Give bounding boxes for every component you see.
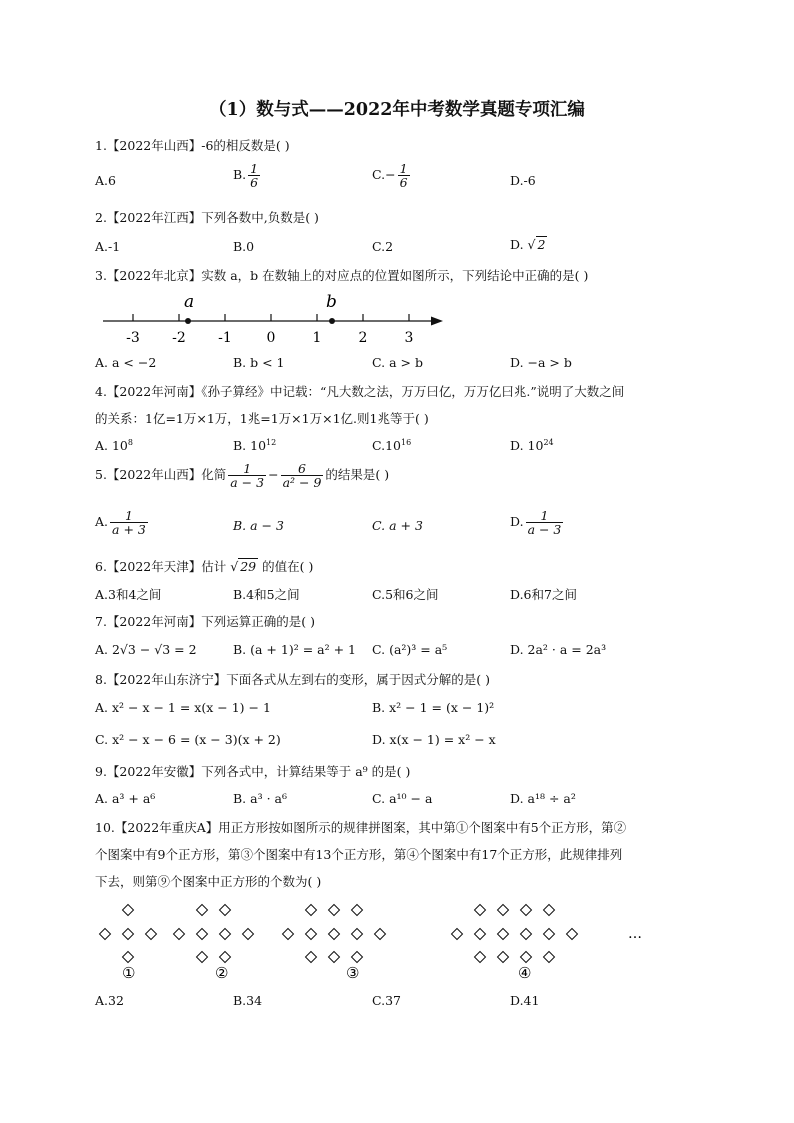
axis-tick-label: 2 xyxy=(358,330,368,346)
q7-option-d: D. 2a² · a = 2a³ xyxy=(510,642,607,657)
pattern-2-square xyxy=(220,929,231,940)
pattern-3-square xyxy=(352,929,363,940)
question-10-stem-line3: 下去，则第⑨个图案中正方形的个数为( ) xyxy=(95,874,322,889)
q1-option-c: C.− $\frac{1}{6}$ xyxy=(372,161,408,191)
pattern-3-square xyxy=(329,905,340,916)
q6-option-a: A.3和4之间 xyxy=(95,587,162,602)
pattern-4-square xyxy=(521,905,532,916)
pattern-3-square xyxy=(352,952,363,963)
q5-option-d: D. $\frac{1}{a - 3}$ xyxy=(510,508,562,538)
question-1-stem: 1.【2022年山西】-6的相反数是( ) xyxy=(95,138,290,153)
question-2-stem: 2.【2022年江西】下列各数中,负数是( ) xyxy=(95,210,319,225)
q1-option-a: A.6 xyxy=(95,173,116,188)
pattern-1-square xyxy=(123,905,134,916)
pattern-2-square xyxy=(220,952,231,963)
question-9-stem: 9.【2022年安徽】下列各式中，计算结果等于 a⁹ 的是( ) xyxy=(95,764,411,779)
q5-option-c: C. a + 3 xyxy=(372,518,423,533)
axis-tick-label: -3 xyxy=(126,330,140,346)
pattern-2-label: ② xyxy=(215,964,229,982)
pattern-2-square xyxy=(174,929,185,940)
axis-tick-label: 1 xyxy=(312,330,322,346)
pattern-4-square xyxy=(521,952,532,963)
pattern-4-square xyxy=(452,929,463,940)
axis-tick-label: 3 xyxy=(404,330,414,346)
q9-option-a: A. a³ + a⁶ xyxy=(95,791,156,806)
q7-option-b: B. (a + 1)² = a² + 1 xyxy=(233,642,356,657)
axis-tick-label: -1 xyxy=(218,330,232,346)
q3-option-c: C. a > b xyxy=(372,355,423,370)
pattern-1-square xyxy=(123,952,134,963)
q4-option-b: B. $10^{12}$ xyxy=(233,438,277,454)
pattern-ellipsis: … xyxy=(628,926,642,942)
pattern-3-square xyxy=(352,905,363,916)
q7-option-c: C. (a²)³ = a⁵ xyxy=(372,642,448,657)
axis-tick-label: 0 xyxy=(266,330,276,346)
pattern-4-square xyxy=(498,905,509,916)
pattern-1-square xyxy=(100,929,111,940)
question-4-stem-line2: 的关系：1亿=1万×1万，1兆=1万×1万×1亿.则1兆等于( ) xyxy=(95,411,429,426)
question-7-stem: 7.【2022年河南】下列运算正确的是( ) xyxy=(95,614,315,629)
point-a xyxy=(185,318,191,324)
pattern-3-square xyxy=(306,905,317,916)
point-a-label: a xyxy=(184,292,195,312)
q1-option-d: D.-6 xyxy=(510,173,536,188)
q2-option-b: B.0 xyxy=(233,239,255,254)
number-line xyxy=(95,288,455,348)
q4-option-a: A. $10^8$ xyxy=(95,438,133,454)
q3-option-a: A. a < −2 xyxy=(95,355,157,370)
pattern-3-square xyxy=(306,929,317,940)
page-title: （1）数与式——2022年中考数学真题专项汇编 xyxy=(209,100,585,120)
q6-option-c: C.5和6之间 xyxy=(372,587,439,602)
pattern-3-square xyxy=(283,929,294,940)
q6-option-b: B.4和5之间 xyxy=(233,587,300,602)
point-b-label: b xyxy=(326,292,337,312)
q5-option-a: A. $\frac{1}{a + 3}$ xyxy=(95,508,146,538)
pattern-2-square xyxy=(197,905,208,916)
pattern-4-square xyxy=(544,905,555,916)
q1-option-b: B. $\frac{1}{6}$ xyxy=(233,161,259,191)
q2-option-d: D. √ 2 xyxy=(510,237,546,252)
pattern-3-square xyxy=(306,952,317,963)
q10-option-b: B.34 xyxy=(233,993,263,1008)
axis-tick-label: -2 xyxy=(172,330,186,346)
square-pattern-figure xyxy=(95,900,665,990)
pattern-2-square xyxy=(197,952,208,963)
q3-option-b: B. b < 1 xyxy=(233,355,285,370)
q8-option-a: A. x² − x − 1 = x(x − 1) − 1 xyxy=(95,700,271,715)
pattern-4-square xyxy=(475,952,486,963)
question-3-stem: 3.【2022年北京】实数 a，b 在数轴上的对应点的位置如图所示，下列结论中正确的是( ) xyxy=(95,268,589,283)
pattern-4-square xyxy=(498,929,509,940)
pattern-2-square xyxy=(243,929,254,940)
q8-option-c: C. x² − x − 6 = (x − 3)(x + 2) xyxy=(95,732,281,747)
pattern-3-square xyxy=(375,929,386,940)
pattern-2-square xyxy=(220,905,231,916)
pattern-4-square xyxy=(475,929,486,940)
q6-option-d: D.6和7之间 xyxy=(510,587,577,602)
pattern-4-square xyxy=(475,905,486,916)
q9-option-c: C. a¹⁰ − a xyxy=(372,791,433,806)
q4-option-c: $C.10^{16}$ xyxy=(372,438,412,454)
q8-option-b: B. x² − 1 = (x − 1)² xyxy=(372,700,495,715)
q9-option-b: B. a³ · a⁶ xyxy=(233,791,287,806)
pattern-1-square xyxy=(146,929,157,940)
q10-option-d: D.41 xyxy=(510,993,540,1008)
q7-option-a: A. 2√3 − √3 = 2 xyxy=(95,642,197,657)
q8-option-d: D. x(x − 1) = x² − x xyxy=(372,732,496,747)
point-b xyxy=(329,318,335,324)
pattern-4-square xyxy=(498,952,509,963)
q10-option-a: A.32 xyxy=(95,993,124,1008)
question-10-stem-line2: 个图案中有9个正方形，第③个图案中有13个正方形，第④个图案中有17个正方形，此规律排列 xyxy=(95,847,623,862)
pattern-1-label: ① xyxy=(122,964,136,982)
pattern-4-square xyxy=(544,952,555,963)
pattern-4-square xyxy=(521,929,532,940)
pattern-2-square xyxy=(197,929,208,940)
pattern-3-square xyxy=(329,952,340,963)
question-8-stem: 8.【2022年山东济宁】下面各式从左到右的变形，属于因式分解的是( ) xyxy=(95,672,490,687)
q9-option-d: D. a¹⁸ ÷ a² xyxy=(510,791,576,806)
question-10-stem-line1: 10.【2022年重庆A】用正方形按如图所示的规律拼图案，其中第①个图案中有5个正方形，第② xyxy=(95,820,627,835)
q4-option-d: D. $10^{24}$ xyxy=(510,438,554,454)
q2-option-a: A.-1 xyxy=(95,239,121,254)
pattern-4-square xyxy=(544,929,555,940)
q3-option-d: D. −a > b xyxy=(510,355,572,370)
q2-option-c: C.2 xyxy=(372,239,394,254)
pattern-1-square xyxy=(123,929,134,940)
pattern-4-label: ④ xyxy=(518,964,532,982)
question-4-stem-line1: 4.【2022年河南】《孙子算经》中记载：“凡大数之法，万万曰亿，万万亿曰兆.”说明了大数之间 xyxy=(95,384,625,399)
pattern-3-square xyxy=(329,929,340,940)
question-6-stem: 6.【2022年天津】估计 √ 29 的值在( ) xyxy=(95,559,314,574)
q10-option-c: C.37 xyxy=(372,993,401,1008)
pattern-4-square xyxy=(567,929,578,940)
question-5-stem: 5.【2022年山西】化简 $\frac{1}{a - 3}$ − $\frac{6}{\text{a² − 9}}$ 的结果是( ) xyxy=(95,461,390,491)
pattern-3-label: ③ xyxy=(346,964,360,982)
q5-option-b: B. a − 3 xyxy=(233,518,284,533)
